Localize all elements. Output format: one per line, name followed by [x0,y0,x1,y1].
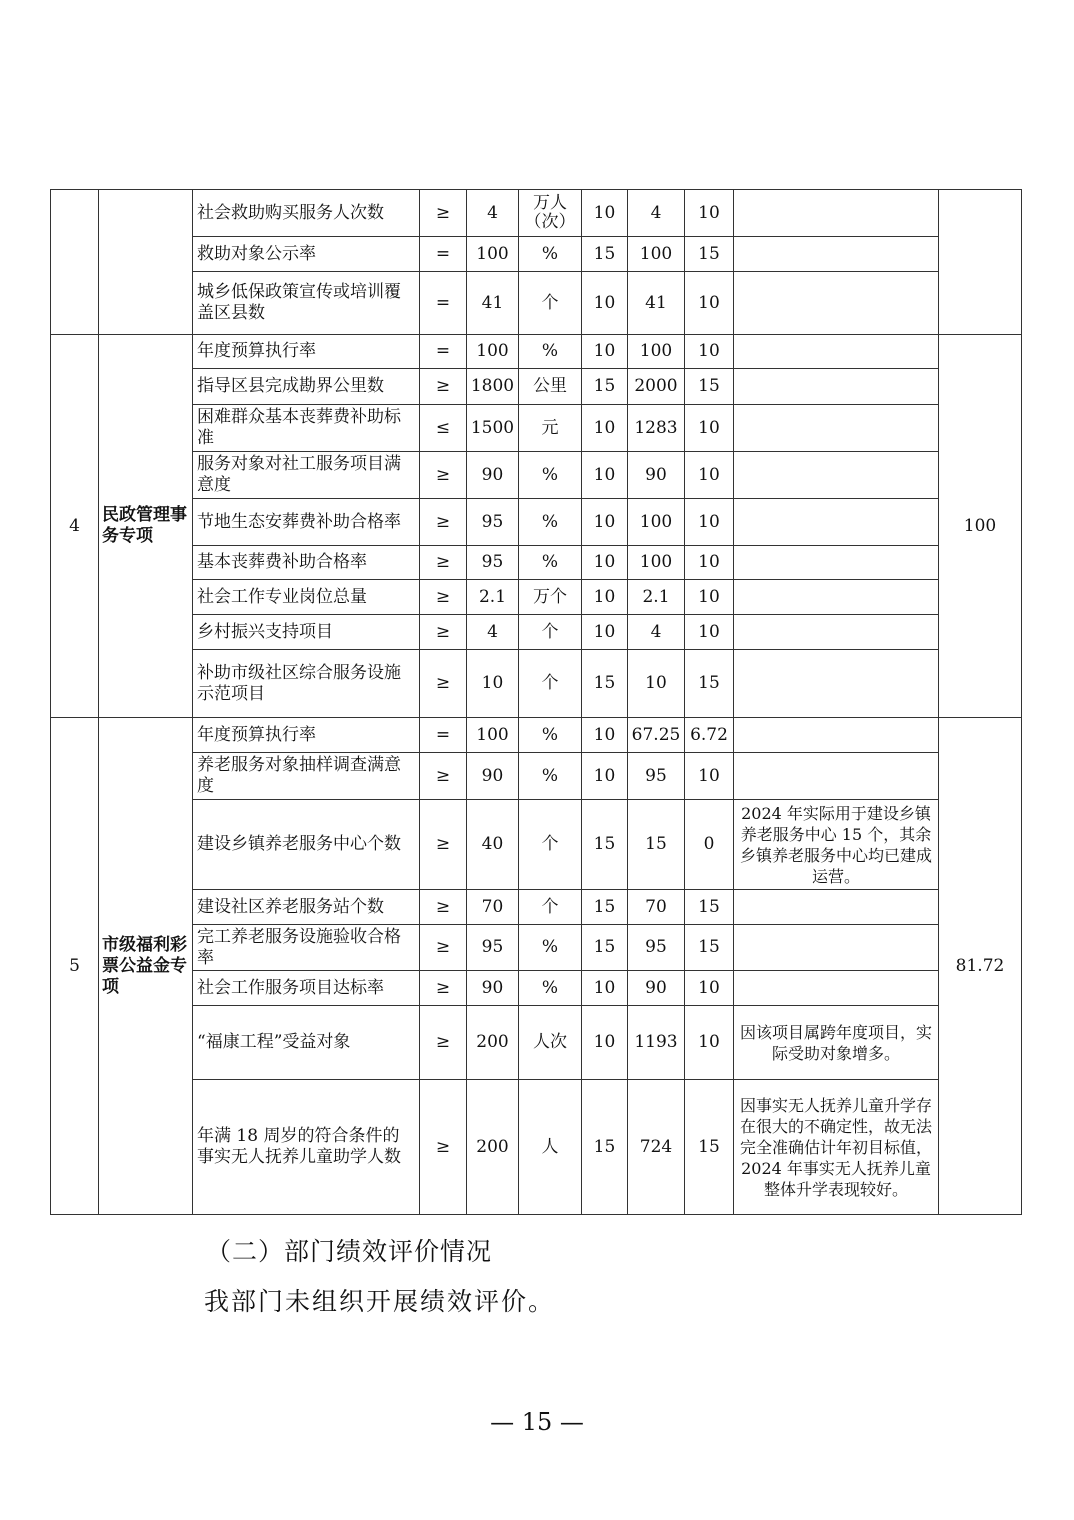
project-name-cell [99,190,193,335]
note-cell [734,237,939,272]
weight-cell: 15 [582,369,628,405]
note-cell [734,452,939,499]
table-row [51,369,1022,405]
weight-cell: 10 [582,272,628,335]
table-row [51,718,1022,753]
project-name-cell: 民政管理事务专项 [99,335,193,718]
target-cell: 95 [467,499,519,546]
operator-cell: ≥ [420,890,467,925]
table-row [51,971,1022,1006]
indicator-cell: 困难群众基本丧葬费补助标准 [193,405,420,452]
actual-cell: 70 [628,890,685,925]
operator-cell: = [420,718,467,753]
operator-cell: = [420,272,467,335]
score-cell: 10 [685,335,734,369]
score-cell: 15 [685,925,734,971]
note-cell [734,615,939,650]
note-cell [734,971,939,1006]
total-score-cell: 100 [939,335,1022,718]
note-cell [734,925,939,971]
indicator-cell: 社会救助购买服务人次数 [193,190,420,237]
score-cell: 15 [685,1080,734,1215]
target-cell: 90 [467,452,519,499]
note-cell [734,499,939,546]
table-row [51,1080,1022,1215]
unit-cell: % [519,452,582,499]
unit-cell: 元 [519,405,582,452]
weight-cell: 15 [582,237,628,272]
weight-cell: 15 [582,800,628,890]
table-row [51,800,1022,890]
actual-cell: 10 [628,650,685,718]
body-paragraph: 我部门未组织开展绩效评价。 [204,1287,556,1316]
unit-cell: % [519,925,582,971]
table-row [51,615,1022,650]
indicator-cell: 年度预算执行率 [193,335,420,369]
weight-cell: 10 [582,718,628,753]
indicator-cell: 基本丧葬费补助合格率 [193,546,420,580]
target-cell: 40 [467,800,519,890]
seq-cell: 4 [51,335,99,718]
note-cell [734,546,939,580]
score-cell: 15 [685,890,734,925]
actual-cell: 100 [628,237,685,272]
score-cell: 10 [685,971,734,1006]
target-cell: 90 [467,971,519,1006]
target-cell: 4 [467,615,519,650]
table-row [51,890,1022,925]
actual-cell: 4 [628,615,685,650]
score-cell: 10 [685,190,734,237]
indicator-cell: 救助对象公示率 [193,237,420,272]
score-cell: 15 [685,650,734,718]
target-cell: 4 [467,190,519,237]
table-row [51,272,1022,335]
note-cell: 因该项目属跨年度项目，实际受助对象增多。 [734,1006,939,1080]
target-cell: 10 [467,650,519,718]
table-row [51,1006,1022,1080]
unit-cell: % [519,753,582,800]
weight-cell: 10 [582,615,628,650]
target-cell: 95 [467,925,519,971]
table-row [51,452,1022,499]
indicator-cell: 乡村振兴支持项目 [193,615,420,650]
indicator-cell: 社会工作专业岗位总量 [193,580,420,615]
operator-cell: ≥ [420,452,467,499]
operator-cell: ≥ [420,971,467,1006]
score-cell: 0 [685,800,734,890]
table-row [51,237,1022,272]
score-cell: 15 [685,237,734,272]
note-cell [734,335,939,369]
operator-cell: = [420,335,467,369]
unit-cell: 个 [519,272,582,335]
weight-cell: 15 [582,650,628,718]
weight-cell: 10 [582,546,628,580]
target-cell: 200 [467,1006,519,1080]
note-cell [734,272,939,335]
weight-cell: 10 [582,405,628,452]
weight-cell: 10 [582,499,628,546]
indicator-cell: 社会工作服务项目达标率 [193,971,420,1006]
table-row [51,405,1022,452]
actual-cell: 15 [628,800,685,890]
target-cell: 90 [467,753,519,800]
unit-cell: 万个 [519,580,582,615]
table-row [51,499,1022,546]
actual-cell: 2000 [628,369,685,405]
indicator-cell: 年度预算执行率 [193,718,420,753]
target-cell: 100 [467,718,519,753]
weight-cell: 10 [582,335,628,369]
target-cell: 100 [467,335,519,369]
operator-cell: ≥ [420,499,467,546]
unit-cell: % [519,546,582,580]
weight-cell: 10 [582,971,628,1006]
operator-cell: ≤ [420,405,467,452]
performance-table [50,189,1022,1215]
actual-cell: 100 [628,335,685,369]
unit-cell: 个 [519,890,582,925]
note-cell [734,650,939,718]
weight-cell: 10 [582,452,628,499]
weight-cell: 10 [582,1006,628,1080]
table-row [51,650,1022,718]
note-cell [734,890,939,925]
actual-cell: 2.1 [628,580,685,615]
table-row [51,753,1022,800]
score-cell: 10 [685,753,734,800]
actual-cell: 724 [628,1080,685,1215]
actual-cell: 1283 [628,405,685,452]
actual-cell: 67.25 [628,718,685,753]
target-cell: 2.1 [467,580,519,615]
total-score-cell: 81.72 [939,718,1022,1215]
operator-cell: ≥ [420,925,467,971]
target-cell: 41 [467,272,519,335]
indicator-cell: 指导区县完成勘界公里数 [193,369,420,405]
unit-cell: % [519,237,582,272]
score-cell: 10 [685,1006,734,1080]
unit-cell: 个 [519,800,582,890]
unit-cell: % [519,718,582,753]
unit-cell: 万人（次） [519,190,582,237]
unit-cell: 公里 [519,369,582,405]
note-cell [734,190,939,237]
note-cell: 因事实无人抚养儿童升学存在很大的不确定性，故无法完全准确估计年初目标值，2024 年事实无人抚养儿童整体升学表现较好。 [734,1080,939,1215]
score-cell: 15 [685,369,734,405]
target-cell: 95 [467,546,519,580]
unit-cell: 个 [519,650,582,718]
table-row [51,335,1022,369]
operator-cell: ≥ [420,369,467,405]
actual-cell: 100 [628,499,685,546]
note-cell: 2024 年实际用于建设乡镇养老服务中心 15 个，其余乡镇养老服务中心均已建成运营。 [734,800,939,890]
actual-cell: 1193 [628,1006,685,1080]
indicator-cell: 完工养老服务设施验收合格率 [193,925,420,971]
actual-cell: 95 [628,753,685,800]
table-row [51,546,1022,580]
actual-cell: 4 [628,190,685,237]
indicator-cell: 服务对象对社工服务项目满意度 [193,452,420,499]
unit-cell: % [519,335,582,369]
weight-cell: 10 [582,580,628,615]
operator-cell: ≥ [420,753,467,800]
note-cell [734,580,939,615]
indicator-cell: 建设乡镇养老服务中心个数 [193,800,420,890]
operator-cell: ≥ [420,1006,467,1080]
operator-cell: ≥ [420,190,467,237]
total-score-cell [939,190,1022,335]
weight-cell: 10 [582,753,628,800]
indicator-cell: 补助市级社区综合服务设施示范项目 [193,650,420,718]
actual-cell: 95 [628,925,685,971]
target-cell: 200 [467,1080,519,1215]
table-row [51,190,1022,237]
score-cell: 10 [685,580,734,615]
indicator-cell: 年满 18 周岁的符合条件的事实无人抚养儿童助学人数 [193,1080,420,1215]
note-cell [734,369,939,405]
unit-cell: 人 [519,1080,582,1215]
actual-cell: 100 [628,546,685,580]
unit-cell: 个 [519,615,582,650]
operator-cell: ≥ [420,800,467,890]
weight-cell: 10 [582,190,628,237]
actual-cell: 90 [628,452,685,499]
score-cell: 10 [685,405,734,452]
operator-cell: ≥ [420,580,467,615]
target-cell: 1500 [467,405,519,452]
actual-cell: 41 [628,272,685,335]
note-cell [734,405,939,452]
indicator-cell: 城乡低保政策宣传或培训覆盖区县数 [193,272,420,335]
seq-cell [51,190,99,335]
note-cell [734,753,939,800]
weight-cell: 15 [582,1080,628,1215]
actual-cell: 90 [628,971,685,1006]
score-cell: 10 [685,499,734,546]
note-cell [734,718,939,753]
unit-cell: % [519,499,582,546]
indicator-cell: “福康工程”受益对象 [193,1006,420,1080]
unit-cell: 人次 [519,1006,582,1080]
operator-cell: ≥ [420,1080,467,1215]
weight-cell: 15 [582,925,628,971]
operator-cell: ≥ [420,546,467,580]
seq-cell: 5 [51,718,99,1215]
operator-cell: = [420,237,467,272]
indicator-cell: 养老服务对象抽样调查满意度 [193,753,420,800]
table-row [51,580,1022,615]
operator-cell: ≥ [420,650,467,718]
weight-cell: 15 [582,890,628,925]
page-number: — 15 — [490,1408,584,1436]
target-cell: 1800 [467,369,519,405]
score-cell: 10 [685,272,734,335]
operator-cell: ≥ [420,615,467,650]
score-cell: 6.72 [685,718,734,753]
score-cell: 10 [685,546,734,580]
target-cell: 70 [467,890,519,925]
target-cell: 100 [467,237,519,272]
section-heading: （二）部门绩效评价情况 [206,1237,493,1266]
score-cell: 10 [685,615,734,650]
indicator-cell: 节地生态安葬费补助合格率 [193,499,420,546]
project-name-cell: 市级福利彩票公益金专项 [99,718,193,1215]
indicator-cell: 建设社区养老服务站个数 [193,890,420,925]
score-cell: 10 [685,452,734,499]
table-row [51,925,1022,971]
unit-cell: % [519,971,582,1006]
